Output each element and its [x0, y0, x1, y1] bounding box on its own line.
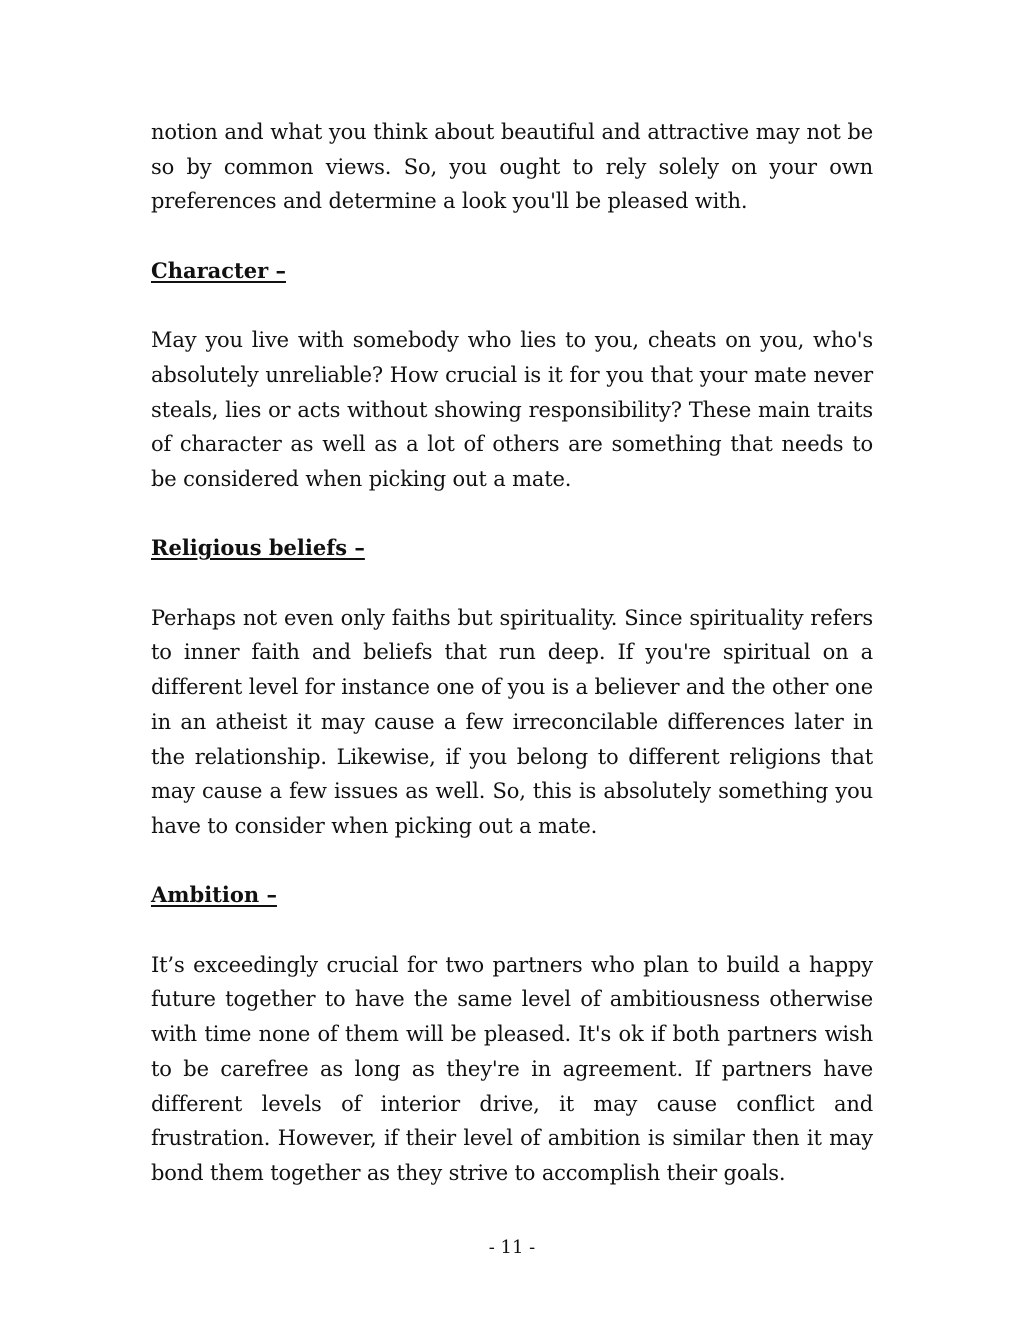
- section-heading-religious-beliefs: Religious beliefs –: [151, 535, 365, 561]
- spacer: [151, 289, 873, 324]
- spacer: [151, 913, 873, 948]
- section-heading-character: Character –: [151, 257, 286, 283]
- document-page: [151, 115, 873, 1191]
- spacer: [151, 497, 873, 532]
- section-heading-ambition: Ambition –: [151, 882, 277, 908]
- section-body-character: May you live with somebody who lies to you, cheats on you, who's absolutely unreliable? How crucial is it for you that your mate never steals, lies or acts without showing responsibility? These main traits of character as well as a lot of others are something that needs to be considered when picking out a mate.: [151, 328, 873, 491]
- page-number: - 11 -: [488, 1237, 536, 1258]
- section-body-ambition: It’s exceedingly crucial for two partners who plan to build a happy future together to have the same level of ambitiousness otherwise with time none of them will be pleased. It's ok if both partners wish to be carefree as long as they're in agreement. If partners have different levels of interior drive, it may cause conflict and frustration. However, if their level of ambition is similar then it may bond them together as they strive to accomplish their goals.: [151, 952, 873, 1185]
- spacer: [151, 844, 873, 879]
- intro-paragraph: notion and what you think about beautiful and attractive may not be so by common views. So, you ought to rely solely on your own preferences and determine a look you'll be pleased with.: [151, 120, 873, 214]
- spacer: [151, 219, 873, 254]
- spacer: [151, 566, 873, 601]
- section-body-religious-beliefs: Perhaps not even only faiths but spirituality. Since spirituality refers to inner faith and beliefs that run deep. If you're spiritual on a different level for instance one of you is a believer and the other one in an atheist it may cause a few irreconcilable differences later in the relationship. Likewise, if you belong to different religions that may cause a few issues as well. So, this is absolutely something you have to consider when picking out a mate.: [151, 605, 873, 838]
